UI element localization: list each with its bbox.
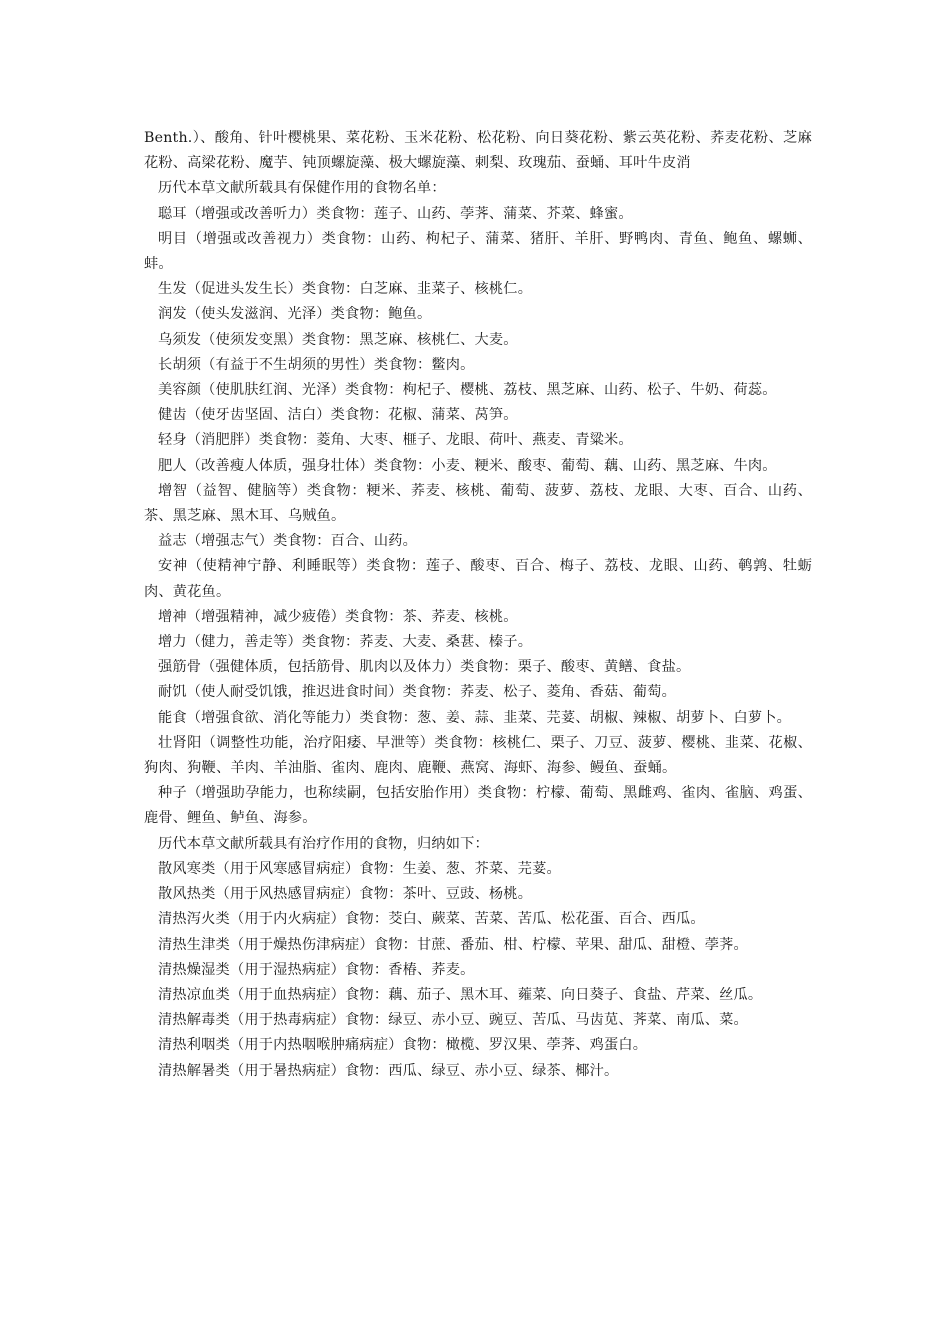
document-body <box>144 126 812 1084</box>
paragraph: 清热解暑类（用于暑热病症）食物：西瓜、绿豆、赤小豆、绿茶、椰汁。 <box>158 1062 619 1079</box>
paragraph: 历代本草文献所载具有保健作用的食物名单： <box>158 180 446 197</box>
paragraph: Benth.）、酸角、针叶樱桃果、菜花粉、玉米花粉、松花粉、向日葵花粉、紫云英花粉、荞麦花粉、芝麻花粉、高梁花粉、魔芋、钝顶螺旋藻、极大螺旋藻、刺梨、玫瑰茄、蚕蛹、耳叶牛皮消 <box>144 130 812 172</box>
paragraph: 乌须发（使须发变黑）类食物：黑芝麻、核桃仁、大麦。 <box>158 331 518 348</box>
paragraph: 散风寒类（用于风寒感冒病症）食物：生姜、葱、芥菜、芫荽。 <box>158 860 561 877</box>
paragraph: 肥人（改善瘦人体质，强身壮体）类食物：小麦、粳米、酸枣、葡萄、藕、山药、黑芝麻、牛肉。 <box>158 457 777 474</box>
paragraph: 种子（增强助孕能力，也称续嗣，包括安胎作用）类食物：柠檬、葡萄、黑雌鸡、雀肉、雀脑、鸡蛋、鹿骨、鲤鱼、鲈鱼、海参。 <box>144 785 812 827</box>
paragraph: 明目（增强或改善视力）类食物：山药、枸杞子、蒲菜、猪肝、羊肝、野鸭肉、青鱼、鲍鱼、螺蛳、蚌。 <box>144 230 812 273</box>
paragraph: 清热凉血类（用于血热病症）食物：藕、茄子、黑木耳、蕹菜、向日葵子、食盐、芹菜、丝瓜。 <box>158 986 763 1003</box>
paragraph: 增智（益智、健脑等）类食物：粳米、荞麦、核桃、葡萄、菠萝、荔枝、龙眼、大枣、百合、山药、茶、黑芝麻、黑木耳、乌贼鱼。 <box>144 482 812 525</box>
paragraph: 聪耳（增强或改善听力）类食物：莲子、山药、荸荠、蒲菜、芥菜、蜂蜜。 <box>158 205 633 222</box>
paragraph: 强筋骨（强健体质，包括筋骨、肌肉以及体力）类食物：栗子、酸枣、黄鳝、食盐。 <box>158 659 691 676</box>
paragraph: 清热解毒类（用于热毒病症）食物：绿豆、赤小豆、豌豆、苦瓜、马齿苋、荠菜、南瓜、菜。 <box>158 1012 748 1029</box>
paragraph: 润发（使头发滋润、光泽）类食物：鲍鱼。 <box>158 306 432 323</box>
paragraph: 历代本草文献所载具有治疗作用的食物，归纳如下： <box>158 835 489 852</box>
paragraph: 散风热类（用于风热感冒病症）食物：茶叶、豆豉、杨桃。 <box>158 886 533 903</box>
paragraph: 清热生津类（用于燥热伤津病症）食物：甘蔗、番茄、柑、柠檬、苹果、甜瓜、甜橙、荸荠。 <box>158 936 748 953</box>
paragraph: 清热燥湿类（用于湿热病症）食物：香椿、荞麦。 <box>158 961 475 978</box>
paragraph: 健齿（使牙齿坚固、洁白）类食物：花椒、蒲菜、莴笋。 <box>158 407 518 424</box>
paragraph: 轻身（消肥胖）类食物：菱角、大枣、榧子、龙眼、荷叶、燕麦、青粱米。 <box>158 432 633 449</box>
paragraph: 清热泻火类（用于内火病症）食物：茭白、蕨菜、苦菜、苦瓜、松花蛋、百合、西瓜。 <box>158 911 705 928</box>
paragraph: 增神（增强精神，减少疲倦）类食物：茶、荞麦、核桃。 <box>158 608 518 625</box>
paragraph: 长胡须（有益于不生胡须的男性）类食物：鳖肉。 <box>158 356 475 373</box>
paragraph: 益志（增强志气）类食物：百合、山药。 <box>158 533 417 550</box>
paragraph: 生发（促进头发生长）类食物：白芝麻、韭菜子、核桃仁。 <box>158 281 533 298</box>
paragraph: 能食（增强食欲、消化等能力）类食物：葱、姜、蒜、韭菜、芫荽、胡椒、辣椒、胡萝卜、白萝卜。 <box>158 709 792 726</box>
paragraph: 壮肾阳（调整性功能，治疗阳痿、早泄等）类食物：核桃仁、栗子、刀豆、菠萝、樱桃、韭菜、花椒、狗肉、狗鞭、羊肉、羊油脂、雀肉、鹿肉、鹿鞭、燕窝、海虾、海参、鳗鱼、蚕蛹。 <box>144 734 812 777</box>
paragraph: 安神（使精神宁静、利睡眠等）类食物：莲子、酸枣、百合、梅子、荔枝、龙眼、山药、鹌鹑、牡蛎肉、黄花鱼。 <box>144 558 812 600</box>
paragraph: 增力（健力，善走等）类食物：荞麦、大麦、桑葚、榛子。 <box>158 634 533 651</box>
paragraph: 耐饥（使人耐受饥饿，推迟进食时间）类食物：荞麦、松子、菱角、香菇、葡萄。 <box>158 684 676 701</box>
paragraph: 美容颜（使肌肤红润、光泽）类食物：枸杞子、樱桃、荔枝、黑芝麻、山药、松子、牛奶、荷蕊。 <box>158 382 777 399</box>
paragraph: 清热利咽类（用于内热咽喉肿痛病症）食物：橄榄、罗汉果、荸荠、鸡蛋白。 <box>158 1037 648 1054</box>
